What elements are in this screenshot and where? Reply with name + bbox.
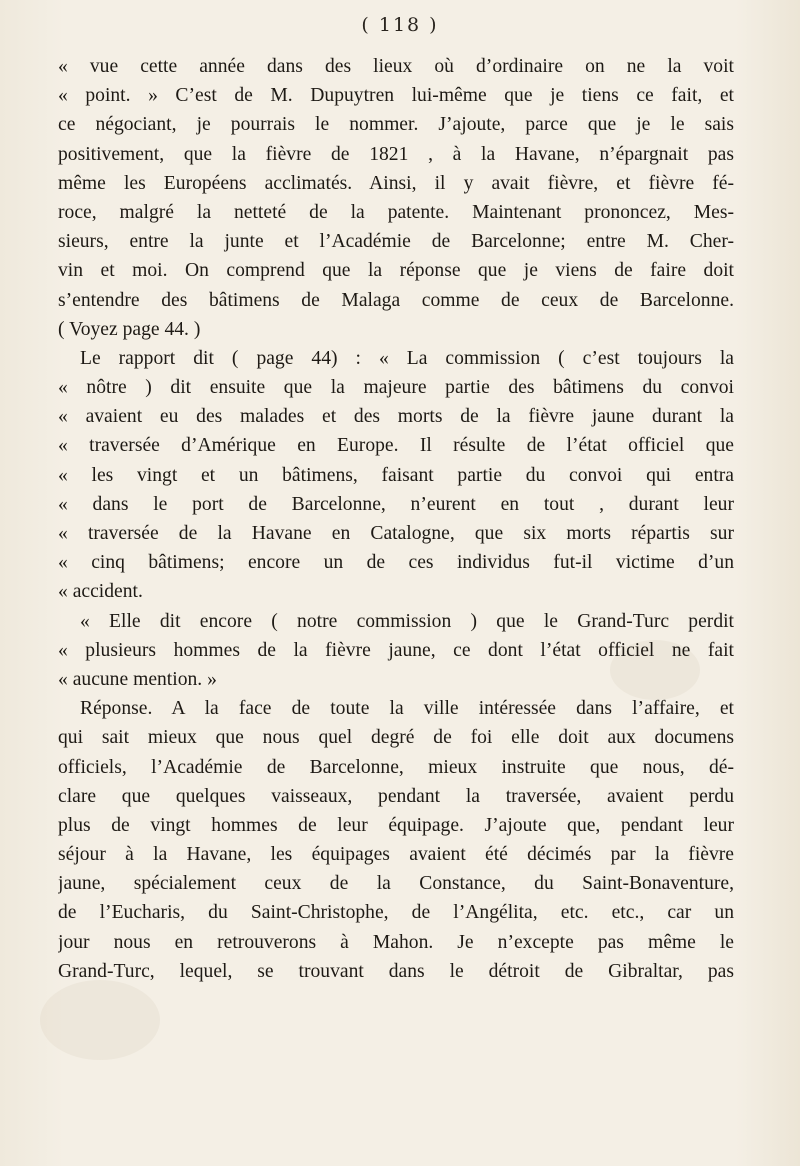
text-line: « cinq bâtimens; encore un de ces individus fut-il victime d’un (58, 552, 734, 574)
text-line: « aucune mention. » (58, 668, 217, 690)
text-line: « avaient eu des malades et des morts de la fièvre jaune durant la (58, 406, 734, 428)
text-line: séjour à la Havane, les équipages avaient été décimés par la fièvre (58, 844, 734, 866)
text-line: officiels, l’Académie de Barcelonne, mieux instruite que nous, dé- (58, 756, 734, 778)
text-line: même les Européens acclimatés. Ainsi, il y avait fièvre, et fièvre fé- (58, 172, 734, 194)
text-line: « plusieurs hommes de la fièvre jaune, ce dont l’état officiel ne fait (58, 639, 734, 661)
text-line: ce négociant, je pourrais le nommer. J’ajoute, parce que je le sais (58, 114, 734, 136)
text-line: positivement, que la fièvre de 1821 , à la Havane, n’épargnait pas (58, 143, 734, 165)
text-line: roce, malgré la netteté de la patente. Maintenant prononcez, Mes- (58, 201, 734, 223)
text-line: « les vingt et un bâtimens, faisant partie du convoi qui entra (58, 464, 734, 486)
text-line: « nôtre ) dit ensuite que la majeure partie des bâtimens du convoi (58, 377, 734, 399)
text-line: plus de vingt hommes de leur équipage. J’ajoute que, pendant leur (58, 814, 734, 836)
text-line: « accident. (58, 581, 143, 603)
page-number: ( 118 ) (361, 14, 439, 36)
text-line: Grand-Turc, lequel, se trouvant dans le détroit de Gibraltar, pas (58, 960, 734, 982)
body-text (58, 52, 734, 986)
text-line: vin et moi. On comprend que la réponse que je viens de faire doit (58, 260, 734, 282)
paper-stain (40, 980, 160, 1060)
text-line: jour nous en retrouverons à Mahon. Je n’excepte pas même le (58, 931, 734, 953)
text-line: jaune, spécialement ceux de la Constance, du Saint-Bonaventure, (58, 873, 734, 895)
text-line: ( Voyez page 44. ) (58, 318, 201, 340)
text-line: qui sait mieux que nous quel degré de foi elle doit aux documens (58, 727, 734, 749)
text-line: de l’Eucharis, du Saint-Christophe, de l’Angélita, etc. etc., car un (58, 902, 734, 924)
text-line: « traversée d’Amérique en Europe. Il résulte de l’état officiel que (58, 435, 734, 457)
text-line: « point. » C’est de M. Dupuytren lui-même que je tiens ce fait, et (58, 85, 734, 107)
text-line: « traversée de la Havane en Catalogne, que six morts répartis sur (58, 523, 734, 544)
text-line: s’entendre des bâtimens de Malaga comme de ceux de Barcelonne. (58, 289, 734, 311)
text-line: clare que quelques vaisseaux, pendant la traversée, avaient perdu (58, 785, 734, 807)
text-line: Réponse. A la face de toute la ville intéressée dans l’affaire, et (80, 698, 734, 720)
text-line: Le rapport dit ( page 44) : « La commission ( c’est toujours la (80, 347, 734, 369)
text-line: « vue cette année dans des lieux où d’ordinaire on ne la voit (58, 56, 734, 77)
text-line: « dans le port de Barcelonne, n’eurent en tout , durant leur (58, 493, 734, 515)
text-line: sieurs, entre la junte et l’Académie de Barcelonne; entre M. Cher- (58, 231, 734, 253)
text-line: « Elle dit encore ( notre commission ) que le Grand-Turc perdit (80, 610, 734, 632)
